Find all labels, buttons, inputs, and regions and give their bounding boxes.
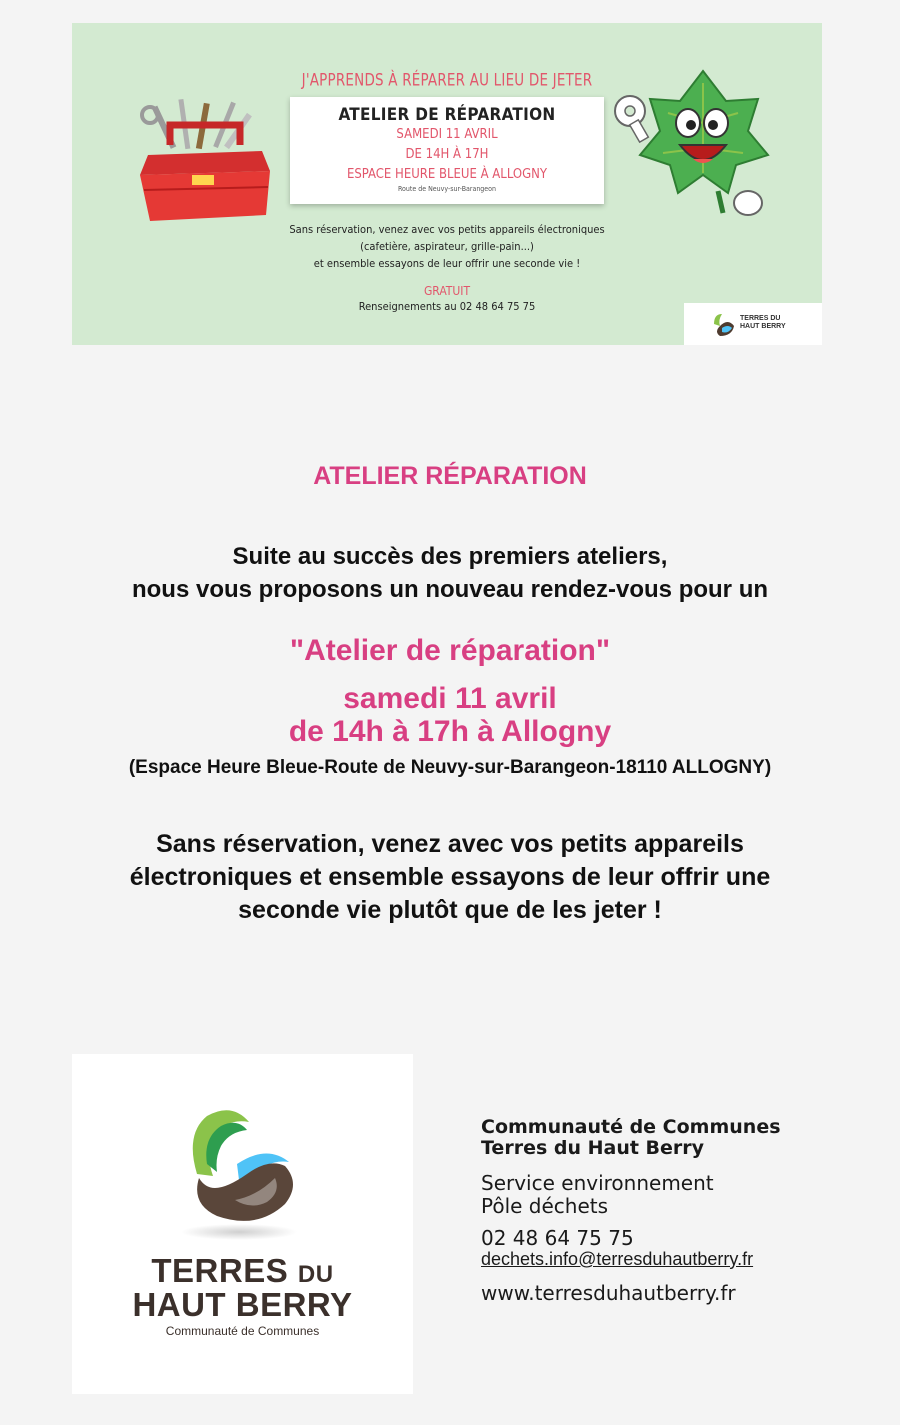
event-title: "Atelier de réparation"	[289, 634, 611, 667]
event-card	[290, 97, 604, 204]
event-address: (Espace Heure Bleue-Route de Neuvy-sur-Barangeon-18110 ALLOGNY)	[128, 757, 772, 778]
contact-phone: 02 48 64 75 75	[481, 1226, 634, 1250]
logo-subtitle: Communauté de Communes	[165, 1324, 320, 1338]
body-line-3: seconde vie plutôt que de les jeter !	[238, 896, 662, 924]
card-place: ESPACE HEURE BLEUE À ALLOGNY	[346, 167, 548, 182]
banner-desc-line-1: Sans réservation, venez avec vos petits appareils électroniques	[289, 223, 605, 236]
terres-logo-mark-icon	[177, 1104, 307, 1244]
banner-logo	[684, 303, 822, 345]
body-line-1: Sans réservation, venez avec vos petits appareils	[156, 830, 744, 858]
logo-word-du: DU	[297, 1261, 334, 1288]
logo-word-terres: TERRES	[151, 1252, 289, 1289]
organization-name-line-2: Terres du Haut Berry	[481, 1137, 705, 1159]
organization-logo	[72, 1054, 413, 1394]
website-link[interactable]: www.terresduhautberry.fr	[481, 1281, 736, 1305]
organization-name	[481, 1117, 781, 1159]
intro-line-1: Suite au succès des premiers ateliers,	[232, 543, 668, 570]
banner-description	[72, 221, 822, 272]
terres-logo-mark-icon	[708, 310, 738, 340]
event-date: samedi 11 avril	[343, 682, 557, 715]
logo-name-line-1	[72, 1252, 413, 1290]
event-datetime	[0, 682, 900, 748]
organization-name-line-1: Communauté de Communes	[481, 1116, 781, 1138]
service-line-2: Pôle déchets	[481, 1194, 609, 1218]
page-title: ATELIER RÉPARATION	[313, 462, 587, 490]
toolbox-icon	[130, 95, 280, 225]
card-date: SAMEDI 11 AVRIL	[396, 127, 498, 142]
banner-desc-line-2: (cafetière, aspirateur, grille-pain...)	[360, 240, 534, 253]
intro-line-2: nous vous proposons un nouveau rendez-vous pour un	[131, 576, 769, 603]
body-line-2: électroniques et ensemble essayons de leur offrir une	[129, 863, 771, 891]
ivy-leaf-mascot-icon	[608, 63, 778, 223]
banner-free-label: GRATUIT	[423, 284, 471, 298]
contact-email-link[interactable]: dechets.info@terresduhautberry.fr	[481, 1249, 754, 1269]
event-time-place: de 14h à 17h à Allogny	[288, 715, 612, 748]
contact-block	[481, 1117, 781, 1304]
logo-name-line-2: HAUT BERRY	[132, 1286, 353, 1323]
card-road: Route de Neuvy-sur-Barangeon	[397, 185, 497, 193]
intro-text	[0, 540, 900, 606]
banner-tagline: J'APPRENDS À RÉPARER AU LIEU DE JETER	[301, 70, 593, 90]
card-title: ATELIER DE RÉPARATION	[338, 105, 556, 125]
banner-info-phone: Renseignements au 02 48 64 75 75	[358, 300, 536, 313]
body-text	[0, 828, 900, 927]
banner-logo-text-2: HAUT BERRY	[740, 323, 786, 330]
event-banner	[72, 23, 822, 345]
service-name	[481, 1172, 781, 1218]
card-time: DE 14H À 17H	[405, 147, 489, 162]
service-line-1: Service environnement	[481, 1171, 714, 1195]
banner-desc-line-3: et ensemble essayons de leur offrir une seconde vie !	[313, 257, 581, 270]
banner-logo-text-1: TERRES DU	[740, 315, 781, 322]
